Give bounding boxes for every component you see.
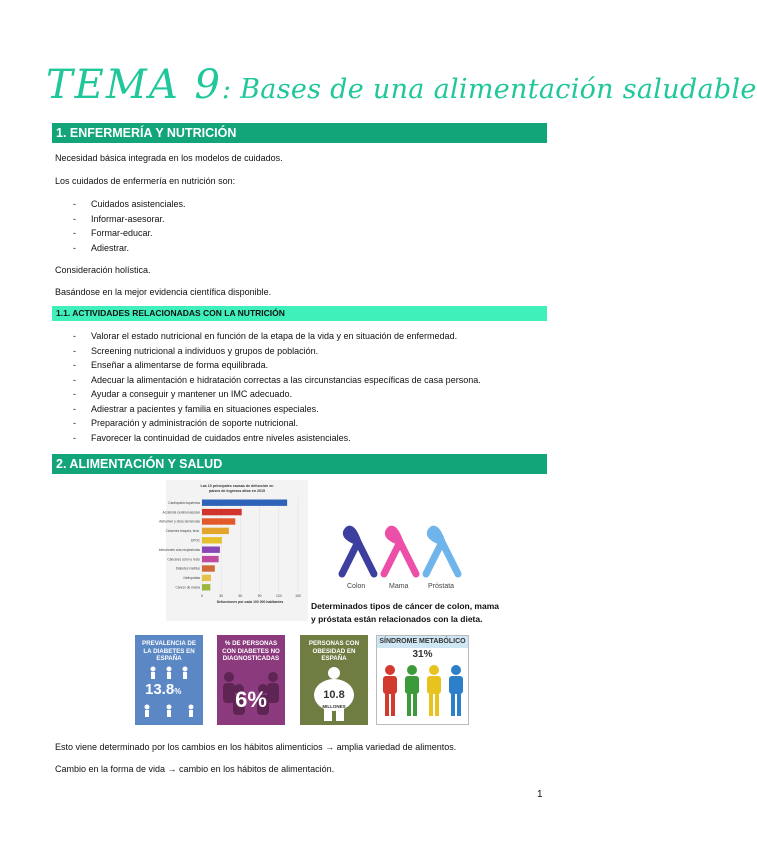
category-label: Cáncer de mama bbox=[175, 585, 200, 590]
obesity-card bbox=[300, 635, 368, 725]
chart-bar bbox=[202, 547, 220, 553]
x-axis-label: Defunciones por cada 100 000 habitantes bbox=[216, 600, 284, 604]
chart-bar bbox=[202, 575, 211, 581]
list-item: - Adiestrar. bbox=[73, 242, 130, 253]
chart-bar bbox=[202, 537, 222, 543]
paragraph: Basándose en la mejor evidencia científica disponible. bbox=[55, 287, 272, 297]
chart-bar bbox=[202, 556, 219, 562]
undiagnosed-value: 6% bbox=[235, 687, 267, 712]
paragraph: Cambio en la forma de vida → cambio en los hábitos de alimentación. bbox=[55, 764, 335, 774]
ribbon-prostata-icon bbox=[426, 529, 458, 574]
x-tick-label: 0 bbox=[201, 594, 203, 598]
section-heading-2: 2. ALIMENTACIÓN Y SALUD bbox=[52, 454, 547, 474]
paragraph: Esto viene determinado por los cambios en los hábitos alimenticios → amplia variedad de alimentos. bbox=[55, 742, 457, 752]
chart-bar bbox=[202, 518, 235, 524]
metabolic-syndrome-card bbox=[376, 635, 469, 725]
chart-title: países de ingresos altos en 2015 bbox=[209, 489, 265, 493]
list-item: - Cuidados asistenciales. bbox=[73, 199, 186, 209]
category-label: Cánceres tráquea, bron. bbox=[165, 529, 200, 534]
list-item: - Ayudar a conseguir y mantener un IMC adecuado. bbox=[73, 389, 292, 399]
list-item: - Favorecer la continuidad de cuidados entre niveles asistenciales. bbox=[73, 432, 351, 443]
chart-bar bbox=[202, 528, 229, 534]
obesity-value: 10.8 bbox=[323, 689, 345, 701]
list-item: - Formar-educar. bbox=[73, 228, 153, 238]
ribbon-label: Mama bbox=[389, 583, 409, 590]
ribbon-label: Próstata bbox=[428, 583, 455, 590]
title-prefix: TEMA 9 bbox=[46, 62, 222, 108]
category-label: Cardiopatía isquémica bbox=[168, 500, 200, 505]
x-tick-label: 150 bbox=[295, 594, 301, 598]
chart-svg bbox=[158, 480, 308, 621]
x-tick-label: 90 bbox=[257, 594, 262, 598]
subsection-heading: 1.1. ACTIVIDADES RELACIONADAS CON LA NUTRICIÓN bbox=[52, 306, 547, 321]
activities-list bbox=[73, 330, 481, 446]
title-rest: : Bases de una alimentación saludable bbox=[221, 74, 757, 105]
ribbon-label: Colon bbox=[347, 583, 366, 590]
paragraph: Consideración holística. bbox=[55, 265, 151, 275]
x-tick-label: 60 bbox=[238, 594, 243, 598]
undiagnosed-diabetes-card bbox=[217, 635, 285, 725]
category-label: Infecciones vías respiratorias bbox=[158, 547, 200, 552]
list-item: - Adiestrar a pacientes y familia en situaciones especiales. bbox=[73, 403, 319, 414]
list-item: - Screening nutricional a individuos y grupos de población. bbox=[73, 345, 319, 356]
card-label: PREVALENCIA DE LA DIABETES EN ESPAÑA bbox=[142, 640, 196, 662]
causes-of-death-chart bbox=[158, 480, 308, 621]
ribbon-colon-icon bbox=[342, 529, 374, 574]
figure-caption: Determinados tipos de cáncer de colon, mama y próstata están relacionados con la dieta. bbox=[311, 601, 500, 624]
page-number: 1 bbox=[537, 789, 543, 800]
list-item: - Preparación y administración de soporte nutricional. bbox=[73, 418, 299, 428]
value-unit: MILLONES bbox=[322, 704, 346, 709]
paragraph: Necesidad básica integrada en los modelos de cuidados. bbox=[55, 153, 283, 163]
metabolic-value: 31% bbox=[412, 649, 433, 660]
card-label: SÍNDROME METABÓLICO bbox=[377, 636, 468, 648]
list-item: - Valorar el estado nutricional en función de la etapa de la vida y en situación de enfermedad. bbox=[73, 331, 458, 341]
chart-bar bbox=[202, 565, 215, 571]
section-heading-1: 1. ENFERMERÍA Y NUTRICIÓN bbox=[52, 123, 547, 143]
chart-title: Las 10 principales causas de defunción en bbox=[200, 484, 274, 488]
ribbon-mama-icon bbox=[384, 529, 416, 574]
value-unit: % bbox=[174, 687, 182, 696]
paragraph: Los cuidados de enfermería en nutrición son: bbox=[55, 176, 236, 186]
list-item: - Informar-asesorar. bbox=[73, 213, 165, 224]
list-item: - Adecuar la alimentación e hidratación correctas a las circunstancias específicas de casa persona. bbox=[73, 374, 481, 385]
category-label: EPOC bbox=[190, 538, 200, 543]
list-item: - Enseñar a alimentarse de forma equilibrada. bbox=[73, 360, 269, 370]
category-label: Accidente cerebrovascular bbox=[162, 510, 200, 515]
category-label: Alzheimer y otras demencias bbox=[159, 519, 200, 524]
chart-bar bbox=[202, 584, 210, 590]
x-tick-label: 120 bbox=[275, 594, 282, 598]
category-label: Nefropatías bbox=[183, 576, 200, 581]
card-label: PERSONAS CON OBESIDAD EN ESPAÑA bbox=[308, 640, 360, 662]
chart-bar bbox=[202, 500, 287, 506]
page-title bbox=[46, 62, 757, 110]
category-label: Diabetes mellitus bbox=[175, 566, 200, 571]
cancer-ribbons bbox=[328, 522, 472, 592]
diabetes-prevalence-value: 13.8 bbox=[145, 681, 175, 698]
chart-bar bbox=[202, 509, 242, 515]
x-tick-label: 30 bbox=[219, 594, 224, 598]
care-list bbox=[73, 198, 186, 256]
category-label: Cánceres colon y recto bbox=[167, 557, 200, 562]
card-label: % DE PERSONAS CON DIABETES NO DIAGNOSTICADAS bbox=[222, 640, 280, 662]
people-group-icon bbox=[378, 662, 468, 720]
diabetes-prevalence-card bbox=[135, 635, 203, 725]
